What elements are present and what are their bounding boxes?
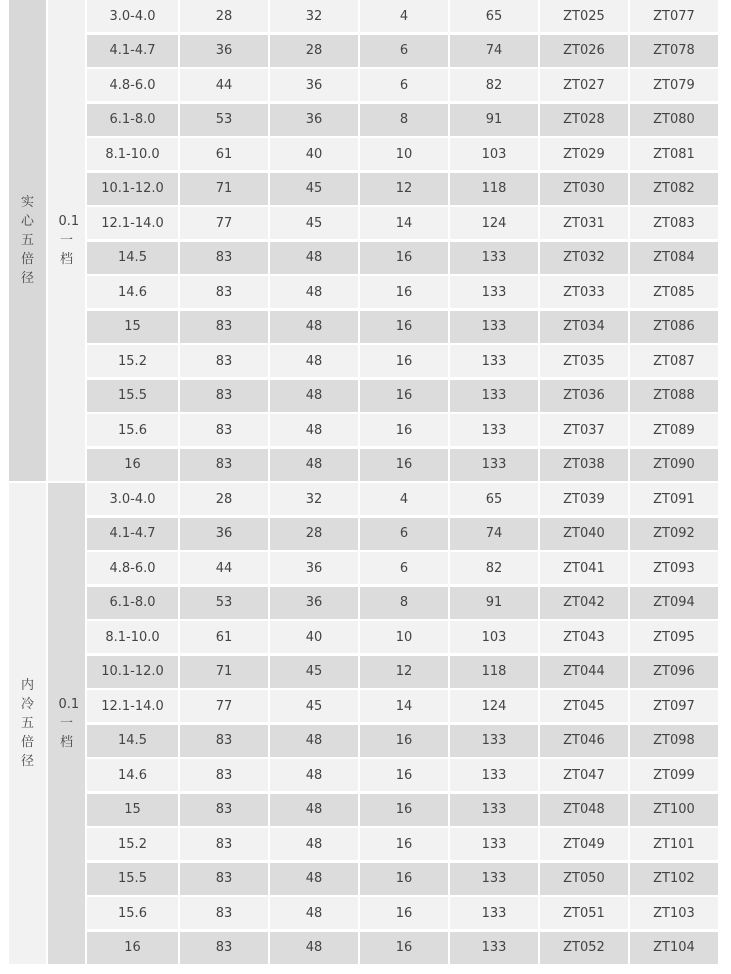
table-cell: 3.0-4.0 <box>87 483 178 515</box>
table-cell: 10 <box>360 621 448 653</box>
table-cell: 133 <box>450 414 538 446</box>
table-cell: 4 <box>360 483 448 515</box>
table-cell: 16 <box>360 345 448 377</box>
table-cell: 133 <box>450 345 538 377</box>
table-cell: 40 <box>270 621 358 653</box>
table-cell: 28 <box>180 483 268 515</box>
table-cell: 48 <box>270 725 358 757</box>
table-cell: ZT100 <box>630 794 718 826</box>
table-cell: 133 <box>450 725 538 757</box>
table-cell: 133 <box>450 311 538 343</box>
table-cell: 83 <box>180 242 268 274</box>
table-cell: 48 <box>270 414 358 446</box>
table-cell: 65 <box>450 483 538 515</box>
table-cell: 14.5 <box>87 725 178 757</box>
table-cell: ZT097 <box>630 690 718 722</box>
table-cell: 28 <box>180 0 268 32</box>
table-row <box>87 380 718 412</box>
table-cell: 45 <box>270 207 358 239</box>
table-cell: 6 <box>360 35 448 67</box>
table-cell: ZT104 <box>630 932 718 964</box>
table-cell: 133 <box>450 794 538 826</box>
table-cell: 133 <box>450 449 538 481</box>
table-cell: 74 <box>450 35 538 67</box>
table-cell: 48 <box>270 380 358 412</box>
table-cell: 48 <box>270 897 358 929</box>
table-cell: 133 <box>450 828 538 860</box>
table-cell: ZT038 <box>540 449 628 481</box>
table-cell: 71 <box>180 173 268 205</box>
table-cell: 16 <box>360 380 448 412</box>
table-cell: 36 <box>180 518 268 550</box>
table-cell: 16 <box>360 759 448 791</box>
table-cell: 133 <box>450 242 538 274</box>
table-cell: 83 <box>180 311 268 343</box>
table-cell: 83 <box>180 759 268 791</box>
table-row <box>87 173 718 205</box>
table-cell: 133 <box>450 863 538 895</box>
table-cell: ZT052 <box>540 932 628 964</box>
table-cell: 48 <box>270 276 358 308</box>
table-cell: ZT093 <box>630 552 718 584</box>
table-row <box>87 311 718 343</box>
section-1 <box>9 483 729 964</box>
section-label <box>9 483 46 964</box>
table-cell: 45 <box>270 173 358 205</box>
table-cell: ZT086 <box>630 311 718 343</box>
table-cell: ZT085 <box>630 276 718 308</box>
table-cell: 16 <box>360 276 448 308</box>
table-cell: 40 <box>270 138 358 170</box>
table-cell: 133 <box>450 897 538 929</box>
table-cell: 16 <box>87 449 178 481</box>
table-cell: 83 <box>180 863 268 895</box>
table-cell: 6.1-8.0 <box>87 587 178 619</box>
table-cell: 4.8-6.0 <box>87 69 178 101</box>
table-cell: 91 <box>450 587 538 619</box>
table-cell: 118 <box>450 173 538 205</box>
table-cell: ZT046 <box>540 725 628 757</box>
table-cell: 15.2 <box>87 345 178 377</box>
table-row <box>87 483 718 515</box>
table-cell: 133 <box>450 759 538 791</box>
table-cell: 8 <box>360 587 448 619</box>
table-cell: ZT040 <box>540 518 628 550</box>
table-cell: ZT101 <box>630 828 718 860</box>
table-cell: ZT092 <box>630 518 718 550</box>
table-cell: 44 <box>180 552 268 584</box>
table-cell: 82 <box>450 69 538 101</box>
table-cell: 83 <box>180 276 268 308</box>
table-cell: 32 <box>270 0 358 32</box>
table-cell: 124 <box>450 690 538 722</box>
table-cell: 16 <box>360 725 448 757</box>
table-cell: ZT041 <box>540 552 628 584</box>
section-label-text: 实心五倍径 <box>20 194 34 286</box>
table-cell: ZT083 <box>630 207 718 239</box>
table-cell: 48 <box>270 828 358 860</box>
table-cell: 16 <box>360 897 448 929</box>
table-cell: 133 <box>450 380 538 412</box>
table-cell: 83 <box>180 828 268 860</box>
table-cell: ZT037 <box>540 414 628 446</box>
table-row <box>87 0 718 32</box>
table-cell: 3.0-4.0 <box>87 0 178 32</box>
table-cell: ZT033 <box>540 276 628 308</box>
table-cell: ZT043 <box>540 621 628 653</box>
table-cell: ZT048 <box>540 794 628 826</box>
table-row <box>87 587 718 619</box>
table-cell: ZT098 <box>630 725 718 757</box>
table-row <box>87 863 718 895</box>
table-cell: 14.6 <box>87 759 178 791</box>
table-cell: 15.6 <box>87 897 178 929</box>
table-cell: 65 <box>450 0 538 32</box>
table-cell: 133 <box>450 932 538 964</box>
table-cell: ZT102 <box>630 863 718 895</box>
table-cell: 32 <box>270 483 358 515</box>
table-cell: ZT096 <box>630 656 718 688</box>
table-cell: 53 <box>180 104 268 136</box>
table-cell: ZT034 <box>540 311 628 343</box>
increment-label-text: 0.1一档 <box>58 213 80 267</box>
table-row <box>87 621 718 653</box>
table-row <box>87 932 718 964</box>
table-cell: 83 <box>180 932 268 964</box>
table-cell: 36 <box>180 35 268 67</box>
table-cell: 83 <box>180 449 268 481</box>
table-cell: 74 <box>450 518 538 550</box>
table-cell: ZT087 <box>630 345 718 377</box>
table-cell: 12.1-14.0 <box>87 207 178 239</box>
table-cell: ZT094 <box>630 587 718 619</box>
table-cell: 83 <box>180 794 268 826</box>
table-row <box>87 552 718 584</box>
table-cell: ZT026 <box>540 35 628 67</box>
table-cell: 48 <box>270 932 358 964</box>
table-row <box>87 759 718 791</box>
table-cell: ZT088 <box>630 380 718 412</box>
table-cell: 77 <box>180 207 268 239</box>
table-cell: 124 <box>450 207 538 239</box>
table-cell: 16 <box>360 828 448 860</box>
table-cell: ZT080 <box>630 104 718 136</box>
table-cell: ZT044 <box>540 656 628 688</box>
table-cell: ZT095 <box>630 621 718 653</box>
table-cell: 83 <box>180 380 268 412</box>
table-row <box>87 242 718 274</box>
table-cell: 14.6 <box>87 276 178 308</box>
table-row <box>87 897 718 929</box>
table-row <box>87 828 718 860</box>
table-cell: 10.1-12.0 <box>87 656 178 688</box>
table-cell: ZT045 <box>540 690 628 722</box>
table-cell: 4 <box>360 0 448 32</box>
table-cell: 28 <box>270 35 358 67</box>
table-cell: ZT089 <box>630 414 718 446</box>
table-cell: 77 <box>180 690 268 722</box>
table-cell: ZT035 <box>540 345 628 377</box>
table-cell: 10 <box>360 138 448 170</box>
table-cell: 6 <box>360 69 448 101</box>
table-cell: ZT029 <box>540 138 628 170</box>
table-cell: ZT090 <box>630 449 718 481</box>
section-label <box>9 0 46 481</box>
table-cell: ZT032 <box>540 242 628 274</box>
table-cell: 14 <box>360 207 448 239</box>
table-cell: 12 <box>360 656 448 688</box>
table-row <box>87 518 718 550</box>
table-cell: 16 <box>360 932 448 964</box>
table-cell: ZT099 <box>630 759 718 791</box>
table-cell: 16 <box>360 311 448 343</box>
table-cell: 15 <box>87 794 178 826</box>
table-cell: 10.1-12.0 <box>87 173 178 205</box>
table-cell: 15.5 <box>87 380 178 412</box>
increment-label-text: 0.1一档 <box>58 696 80 750</box>
table-cell: 16 <box>360 863 448 895</box>
table-cell: ZT036 <box>540 380 628 412</box>
table-cell: 83 <box>180 897 268 929</box>
table-cell: ZT077 <box>630 0 718 32</box>
table-cell: 15.6 <box>87 414 178 446</box>
table-cell: ZT025 <box>540 0 628 32</box>
table-cell: ZT091 <box>630 483 718 515</box>
table-cell: 6.1-8.0 <box>87 104 178 136</box>
table-cell: 48 <box>270 794 358 826</box>
table-cell: 8.1-10.0 <box>87 621 178 653</box>
table-row <box>87 690 718 722</box>
table-cell: ZT082 <box>630 173 718 205</box>
table-cell: ZT079 <box>630 69 718 101</box>
table-cell: 12.1-14.0 <box>87 690 178 722</box>
table-cell: 61 <box>180 621 268 653</box>
table-cell: 16 <box>360 794 448 826</box>
table-cell: 83 <box>180 414 268 446</box>
table-cell: 48 <box>270 242 358 274</box>
table-row <box>87 276 718 308</box>
table-cell: 133 <box>450 276 538 308</box>
table-row <box>87 35 718 67</box>
increment-label <box>48 483 85 964</box>
table-cell: 48 <box>270 863 358 895</box>
table-cell: 15 <box>87 311 178 343</box>
table-row <box>87 207 718 239</box>
table-cell: 45 <box>270 690 358 722</box>
table-cell: 36 <box>270 552 358 584</box>
table-cell: ZT081 <box>630 138 718 170</box>
table-cell: 82 <box>450 552 538 584</box>
table-cell: ZT047 <box>540 759 628 791</box>
table-row <box>87 449 718 481</box>
table-cell: 103 <box>450 621 538 653</box>
table-cell: ZT084 <box>630 242 718 274</box>
table-cell: ZT039 <box>540 483 628 515</box>
table-cell: ZT027 <box>540 69 628 101</box>
table-row <box>87 725 718 757</box>
table-cell: 48 <box>270 311 358 343</box>
table-cell: ZT028 <box>540 104 628 136</box>
table-cell: 4.1-4.7 <box>87 35 178 67</box>
table-cell: 48 <box>270 759 358 791</box>
increment-label <box>48 0 85 481</box>
table-cell: ZT051 <box>540 897 628 929</box>
table-cell: ZT078 <box>630 35 718 67</box>
table-cell: ZT103 <box>630 897 718 929</box>
table-cell: 36 <box>270 104 358 136</box>
table-cell: 12 <box>360 173 448 205</box>
table-row <box>87 414 718 446</box>
table-cell: 14 <box>360 690 448 722</box>
table-cell: 83 <box>180 345 268 377</box>
table-cell: 15.2 <box>87 828 178 860</box>
section-0 <box>9 0 729 481</box>
table-cell: 16 <box>360 449 448 481</box>
table-row <box>87 794 718 826</box>
table-cell: 48 <box>270 449 358 481</box>
section-label-text: 内冷五倍径 <box>20 677 34 769</box>
table-cell: ZT030 <box>540 173 628 205</box>
table-cell: ZT031 <box>540 207 628 239</box>
table-cell: 103 <box>450 138 538 170</box>
table-row <box>87 104 718 136</box>
table-cell: 36 <box>270 587 358 619</box>
table-cell: 44 <box>180 69 268 101</box>
table-cell: 16 <box>360 414 448 446</box>
table-cell: 91 <box>450 104 538 136</box>
table-cell: 14.5 <box>87 242 178 274</box>
table-cell: 83 <box>180 725 268 757</box>
table-cell: 4.1-4.7 <box>87 518 178 550</box>
table-cell: ZT042 <box>540 587 628 619</box>
table-cell: 48 <box>270 345 358 377</box>
table-cell: 8.1-10.0 <box>87 138 178 170</box>
table-cell: 4.8-6.0 <box>87 552 178 584</box>
table-cell: 16 <box>87 932 178 964</box>
table-cell: 6 <box>360 552 448 584</box>
table-cell: 61 <box>180 138 268 170</box>
table-cell: 28 <box>270 518 358 550</box>
table-cell: 45 <box>270 656 358 688</box>
table-row <box>87 138 718 170</box>
table-cell: 6 <box>360 518 448 550</box>
table-cell: ZT050 <box>540 863 628 895</box>
table-cell: 118 <box>450 656 538 688</box>
table-cell: 36 <box>270 69 358 101</box>
table-cell: 71 <box>180 656 268 688</box>
table-row <box>87 69 718 101</box>
table-cell: 15.5 <box>87 863 178 895</box>
table-cell: 8 <box>360 104 448 136</box>
table-cell: 16 <box>360 242 448 274</box>
table-cell: ZT049 <box>540 828 628 860</box>
table-row <box>87 345 718 377</box>
table-cell: 53 <box>180 587 268 619</box>
table-row <box>87 656 718 688</box>
